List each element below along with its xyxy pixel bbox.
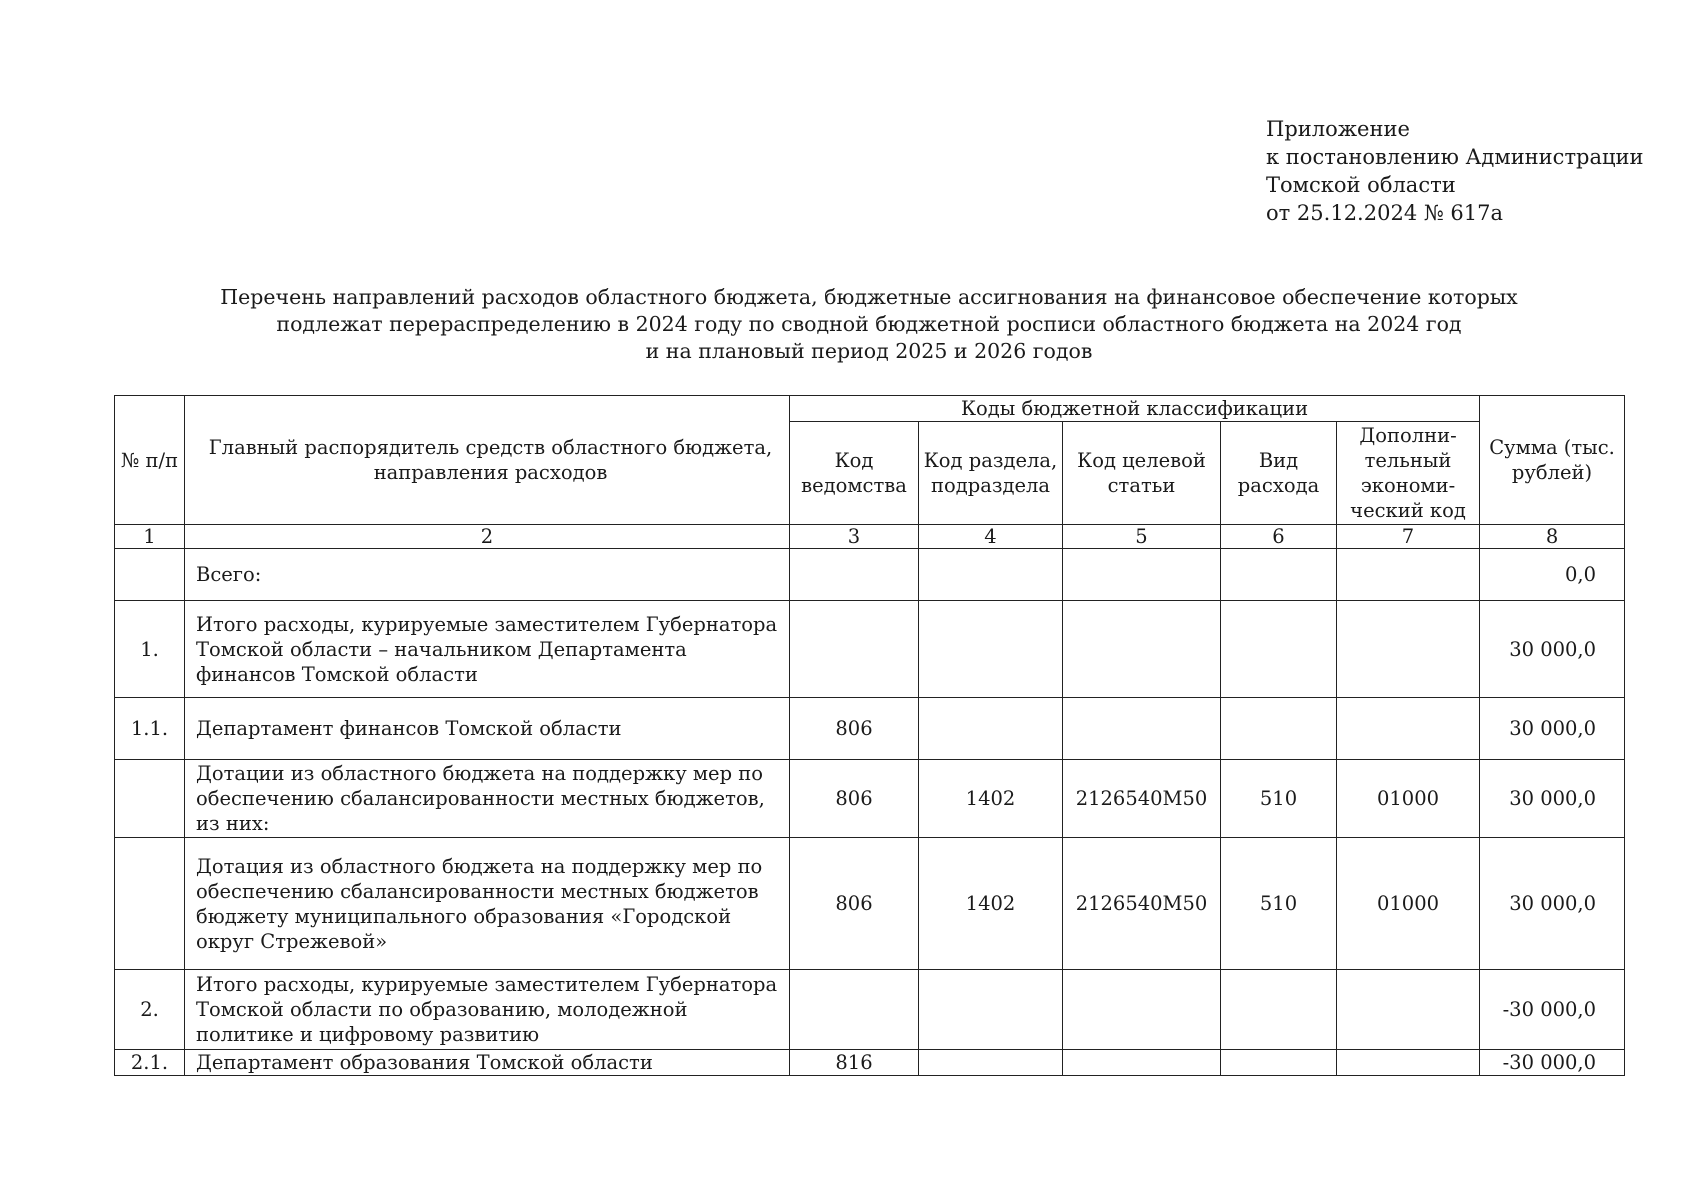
row-expense-type bbox=[1221, 601, 1337, 698]
row-description: Всего: bbox=[185, 549, 790, 601]
header-expense-type: Вид расхода bbox=[1221, 422, 1337, 525]
row-dept-code: 806 bbox=[790, 838, 919, 970]
row-target-code: 2126540М50 bbox=[1063, 760, 1221, 838]
row-sum: 30 000,0 bbox=[1480, 698, 1625, 760]
table-row bbox=[115, 601, 1625, 698]
document-title bbox=[110, 284, 1628, 365]
row-expense-type bbox=[1221, 549, 1337, 601]
row-section-code bbox=[919, 601, 1063, 698]
row-dept-code bbox=[790, 549, 919, 601]
row-dept-code: 816 bbox=[790, 1050, 919, 1076]
column-number: 6 bbox=[1221, 525, 1337, 549]
row-description: Итого расходы, курируемые заместителем Губернатора Томской области – начальником Департамента финансов Томской области bbox=[185, 601, 790, 698]
column-number: 3 bbox=[790, 525, 919, 549]
row-expense-type: 510 bbox=[1221, 760, 1337, 838]
appendix-block bbox=[1266, 115, 1644, 227]
column-number: 7 bbox=[1337, 525, 1480, 549]
row-sum: -30 000,0 bbox=[1480, 1050, 1625, 1076]
row-expense-type bbox=[1221, 1050, 1337, 1076]
row-extra-code bbox=[1337, 698, 1480, 760]
row-extra-code bbox=[1337, 549, 1480, 601]
row-num: 2. bbox=[115, 970, 185, 1050]
row-description: Дотации из областного бюджета на поддержку мер по обеспечению сбалансированности местных бюджетов, из них: bbox=[185, 760, 790, 838]
row-expense-type bbox=[1221, 970, 1337, 1050]
header-description: Главный распорядитель средств областного бюджета, направления расходов bbox=[185, 396, 790, 525]
row-dept-code bbox=[790, 970, 919, 1050]
header-sum: Сумма (тыс. рублей) bbox=[1480, 396, 1625, 525]
row-section-code bbox=[919, 1050, 1063, 1076]
row-target-code: 2126540М50 bbox=[1063, 838, 1221, 970]
column-numbers-row bbox=[115, 525, 1625, 549]
appendix-line: от 25.12.2024 № 617а bbox=[1266, 201, 1503, 225]
row-description: Итого расходы, курируемые заместителем Губернатора Томской области по образованию, молодежной политике и цифровому развитию bbox=[185, 970, 790, 1050]
row-dept-code: 806 bbox=[790, 760, 919, 838]
header-row bbox=[115, 396, 1625, 422]
row-num bbox=[115, 760, 185, 838]
column-number: 5 bbox=[1063, 525, 1221, 549]
title-line: и на плановый период 2025 и 2026 годов bbox=[645, 339, 1093, 363]
table-row bbox=[115, 970, 1625, 1050]
column-number: 1 bbox=[115, 525, 185, 549]
row-description: Департамент финансов Томской области bbox=[185, 698, 790, 760]
header-num: № п/п bbox=[115, 396, 185, 525]
header-codes-group: Коды бюджетной классификации bbox=[790, 396, 1480, 422]
appendix-line: к постановлению Администрации bbox=[1266, 145, 1644, 169]
row-description: Дотация из областного бюджета на поддержку мер по обеспечению сбалансированности местных бюджетов бюджету муниципального образования «Городской округ Стрежевой» bbox=[185, 838, 790, 970]
row-sum: 30 000,0 bbox=[1480, 838, 1625, 970]
table-row bbox=[115, 838, 1625, 970]
header-extra-code: Дополни-тельный экономи-ческий код bbox=[1337, 422, 1480, 525]
row-section-code bbox=[919, 698, 1063, 760]
row-target-code bbox=[1063, 970, 1221, 1050]
row-num bbox=[115, 838, 185, 970]
row-sum: 30 000,0 bbox=[1480, 601, 1625, 698]
header-target-code: Код целевой статьи bbox=[1063, 422, 1221, 525]
row-section-code bbox=[919, 549, 1063, 601]
table-row bbox=[115, 549, 1625, 601]
column-number: 8 bbox=[1480, 525, 1625, 549]
appendix-line: Томской области bbox=[1266, 173, 1456, 197]
row-extra-code bbox=[1337, 1050, 1480, 1076]
table-row bbox=[115, 698, 1625, 760]
row-sum: 0,0 bbox=[1480, 549, 1625, 601]
row-dept-code bbox=[790, 601, 919, 698]
table-row bbox=[115, 760, 1625, 838]
row-dept-code: 806 bbox=[790, 698, 919, 760]
row-expense-type bbox=[1221, 698, 1337, 760]
title-line: Перечень направлений расходов областного бюджета, бюджетные ассигнования на финансовое обеспечение которых bbox=[220, 285, 1518, 309]
row-extra-code: 01000 bbox=[1337, 760, 1480, 838]
row-num: 1.1. bbox=[115, 698, 185, 760]
header-dept-code: Код ведомства bbox=[790, 422, 919, 525]
row-num bbox=[115, 549, 185, 601]
column-number: 4 bbox=[919, 525, 1063, 549]
appendix-line: Приложение bbox=[1266, 117, 1410, 141]
header-section-code: Код раздела, подраздела bbox=[919, 422, 1063, 525]
row-target-code bbox=[1063, 549, 1221, 601]
title-line: подлежат перераспределению в 2024 году по сводной бюджетной росписи областного бюджета на 2024 год bbox=[276, 312, 1462, 336]
row-extra-code: 01000 bbox=[1337, 838, 1480, 970]
row-target-code bbox=[1063, 601, 1221, 698]
row-expense-type: 510 bbox=[1221, 838, 1337, 970]
row-section-code: 1402 bbox=[919, 838, 1063, 970]
budget-table bbox=[114, 395, 1625, 1076]
row-section-code: 1402 bbox=[919, 760, 1063, 838]
column-number: 2 bbox=[185, 525, 790, 549]
row-target-code bbox=[1063, 1050, 1221, 1076]
row-description: Департамент образования Томской области bbox=[185, 1050, 790, 1076]
row-extra-code bbox=[1337, 970, 1480, 1050]
row-section-code bbox=[919, 970, 1063, 1050]
row-num: 1. bbox=[115, 601, 185, 698]
row-target-code bbox=[1063, 698, 1221, 760]
row-num: 2.1. bbox=[115, 1050, 185, 1076]
table-row bbox=[115, 1050, 1625, 1076]
row-extra-code bbox=[1337, 601, 1480, 698]
row-sum: -30 000,0 bbox=[1480, 970, 1625, 1050]
row-sum: 30 000,0 bbox=[1480, 760, 1625, 838]
